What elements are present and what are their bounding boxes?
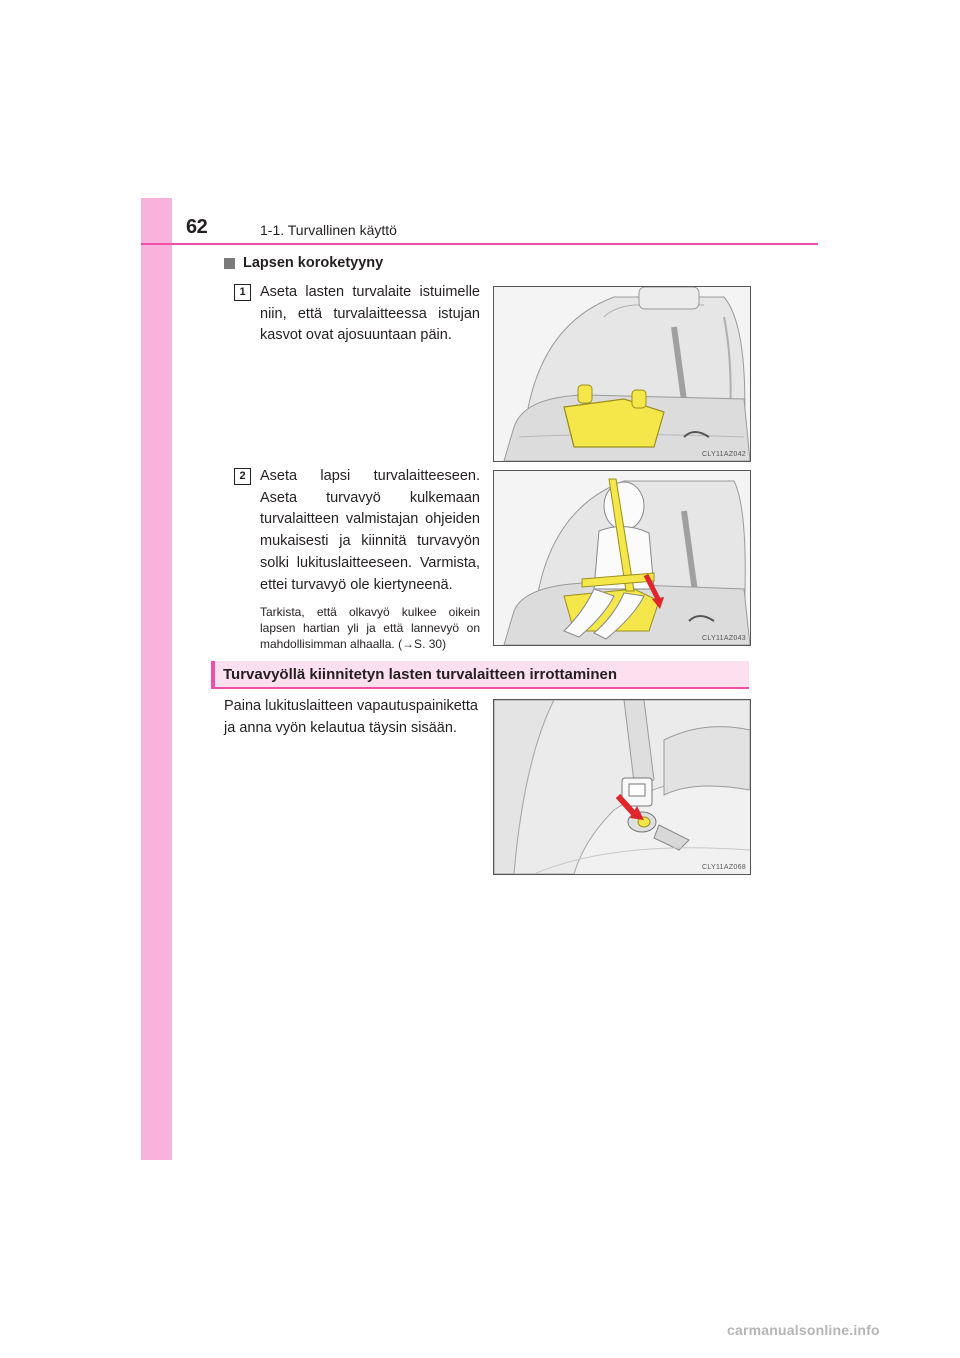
watermark: carmanualsonline.info xyxy=(727,1322,880,1338)
removal-text: Paina lukituslaitteen vapautuspainiketta ja anna vyön kelautua täysin sisään. xyxy=(224,698,478,736)
removal-section-band xyxy=(211,661,749,689)
figure-buckle-release xyxy=(493,699,751,875)
chapter-tab-bar xyxy=(141,198,172,1160)
step-2-note: Tarkista, että olkavyö kulkee oikein lapsen hartian yli ja että lannevyö on mahdollisimman alhaalla. (→S. 30) xyxy=(260,605,480,651)
child-seated-belt-illustration xyxy=(494,471,750,645)
section-title: 1-1. Turvallinen käyttö xyxy=(260,222,397,238)
page-number: 62 xyxy=(186,216,208,238)
figure-code: CLY11AZ042 xyxy=(702,451,746,458)
step-1-text: Aseta lasten turvalaite istuimelle niin, että turvalaitteessa istujan kasvot ovat ajosuuntaan päin. xyxy=(260,284,480,344)
figure-booster-on-seat xyxy=(493,286,751,462)
rear-seat-booster-illustration xyxy=(494,287,750,461)
square-bullet-icon xyxy=(224,258,235,269)
figure-child-in-booster xyxy=(493,470,751,646)
figure-code: CLY11AZ043 xyxy=(702,635,746,642)
header-rule xyxy=(141,243,818,245)
step-2-text: Aseta lapsi turvalaitteeseen. Aseta turvavyö kulkemaan turvalaitteen valmistajan ohjeiden mukaisesti ja kiinnitä turvavyön solki lukituslaitteeseen. Varmista, ettei turvavyö ole kiertyneenä. xyxy=(260,468,480,593)
step-badge-1: 1 xyxy=(234,284,251,301)
step-badge-2: 2 xyxy=(234,468,251,485)
removal-section-title: Turvavyöllä kiinnitetyn lasten turvalaitteen irrottaminen xyxy=(223,666,617,683)
figure-code: CLY11AZ068 xyxy=(702,864,746,871)
booster-heading xyxy=(224,255,383,271)
booster-heading-text: Lapsen koroketyyny xyxy=(243,255,384,271)
buckle-release-illustration xyxy=(494,700,750,874)
